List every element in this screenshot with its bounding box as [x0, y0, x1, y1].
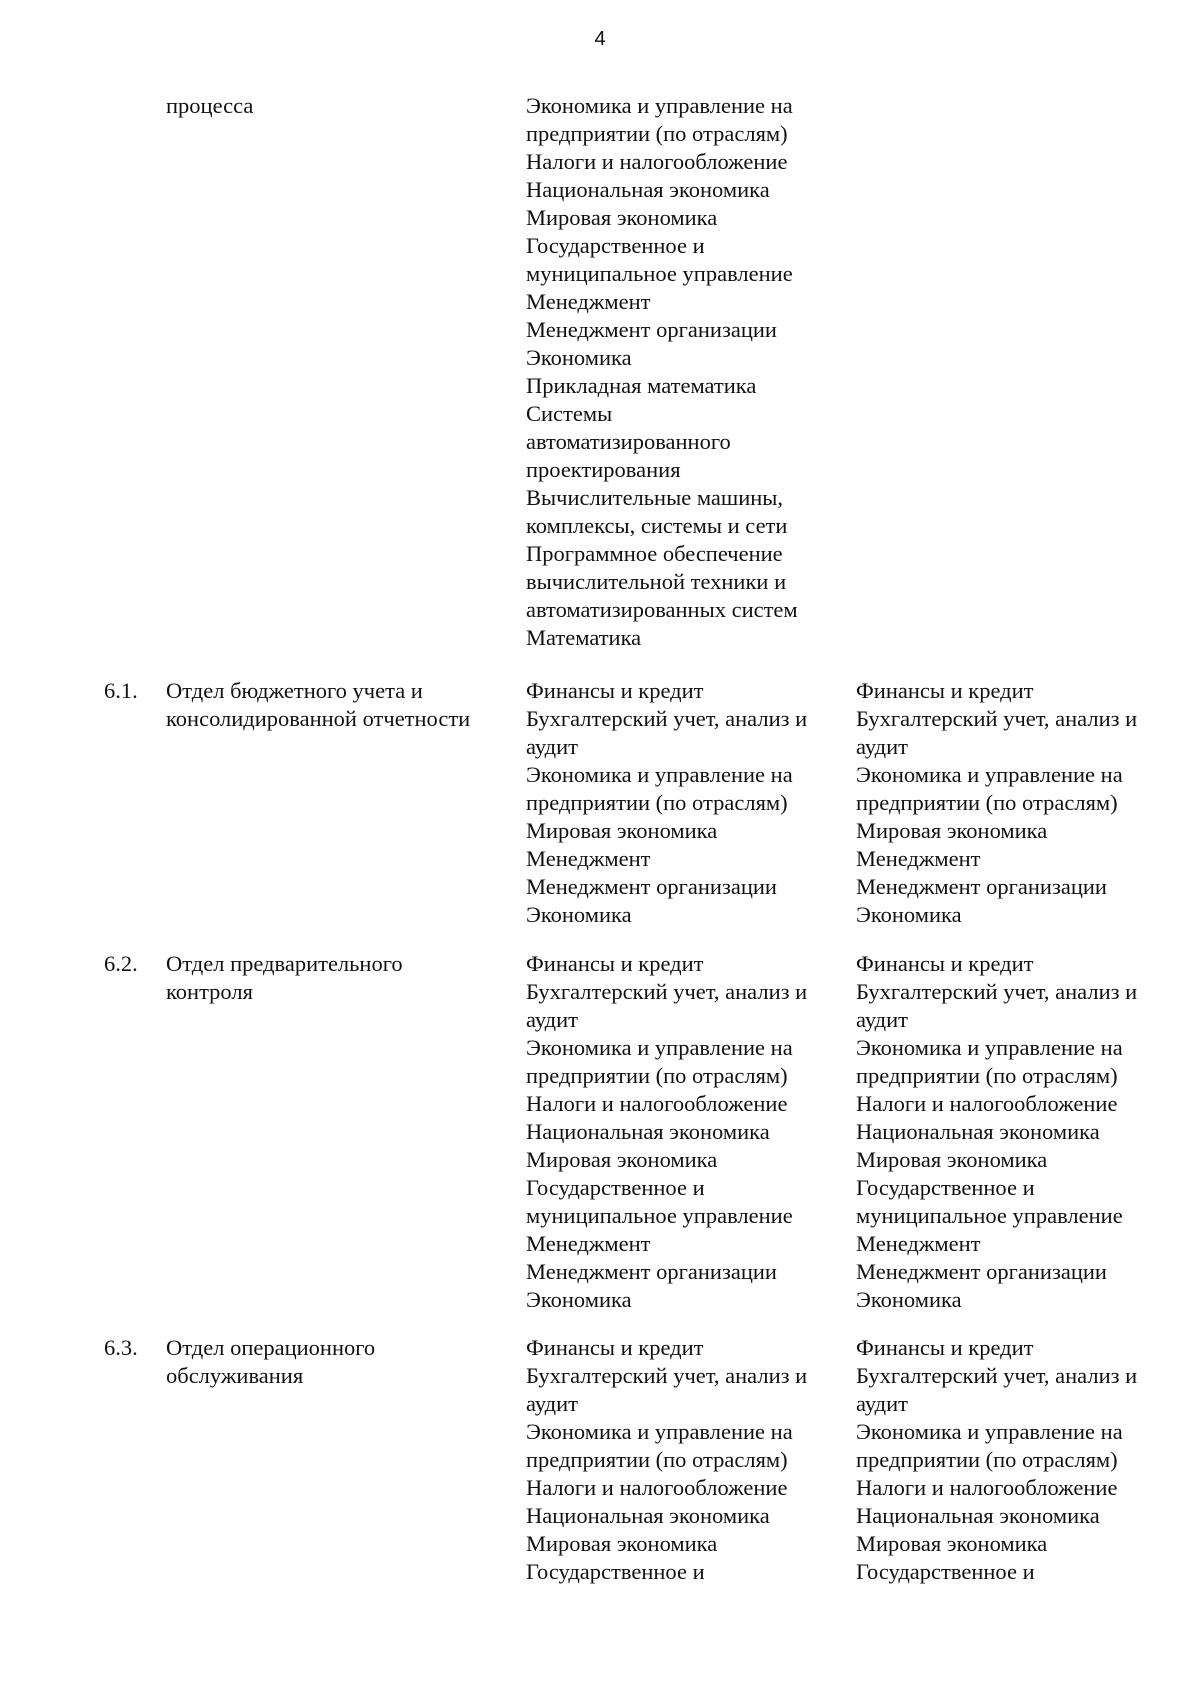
department-name: Отдел бюджетного учета и консолидированной отчетности — [166, 678, 471, 731]
row-number: 6.1. — [104, 678, 138, 703]
specialties-list-primary: Финансы и кредит Бухгалтерский учет, анализ и аудит Экономика и управление на предприятии (по отраслям) Налоги и налогообложение Национальная экономика Мировая экономика Государственное и муниципальное управление Менеджмент Менеджмент организации Экономика — [526, 951, 808, 1312]
page-number: 4 — [594, 28, 606, 50]
department-name: процесса — [166, 93, 254, 118]
specialties-list-primary: Финансы и кредит Бухгалтерский учет, анализ и аудит Экономика и управление на предприятии (по отраслям) Мировая экономика Менеджмент Менеджмент организации Экономика — [526, 678, 808, 927]
department-name: Отдел операционного обслуживания — [166, 1335, 376, 1388]
specialties-list-secondary: Финансы и кредит Бухгалтерский учет, анализ и аудит Экономика и управление на предприятии (по отраслям) Налоги и налогообложение Национальная экономика Мировая экономика Государственное и муниципальное управление Менеджмент Менеджмент организации Экономика — [856, 951, 1138, 1312]
row-number: 6.2. — [104, 951, 138, 976]
specialties-list-secondary: Финансы и кредит Бухгалтерский учет, анализ и аудит Экономика и управление на предприятии (по отраслям) Мировая экономика Менеджмент Менеджмент организации Экономика — [856, 678, 1138, 927]
specialties-list-secondary: Финансы и кредит Бухгалтерский учет, анализ и аудит Экономика и управление на предприятии (по отраслям) Налоги и налогообложение Национальная экономика Мировая экономика Государственное и — [856, 1335, 1138, 1584]
specialties-list-primary: Экономика и управление на предприятии (по отраслям) Налоги и налогообложение Национальная экономика Мировая экономика Государственное и муниципальное управление Менеджмент Менеджмент организации Экономика Прикладная математика Системы автоматизированного проектирования Вычислительные машины, комплексы, системы и сети Программное обеспечение вычислительной техники и автоматизированных систем Математика — [526, 93, 798, 650]
specialties-list-primary: Финансы и кредит Бухгалтерский учет, анализ и аудит Экономика и управление на предприятии (по отраслям) Налоги и налогообложение Национальная экономика Мировая экономика Государственное и — [526, 1335, 808, 1584]
department-name: Отдел предварительного контроля — [166, 951, 403, 1004]
row-number: 6.3. — [104, 1335, 138, 1360]
